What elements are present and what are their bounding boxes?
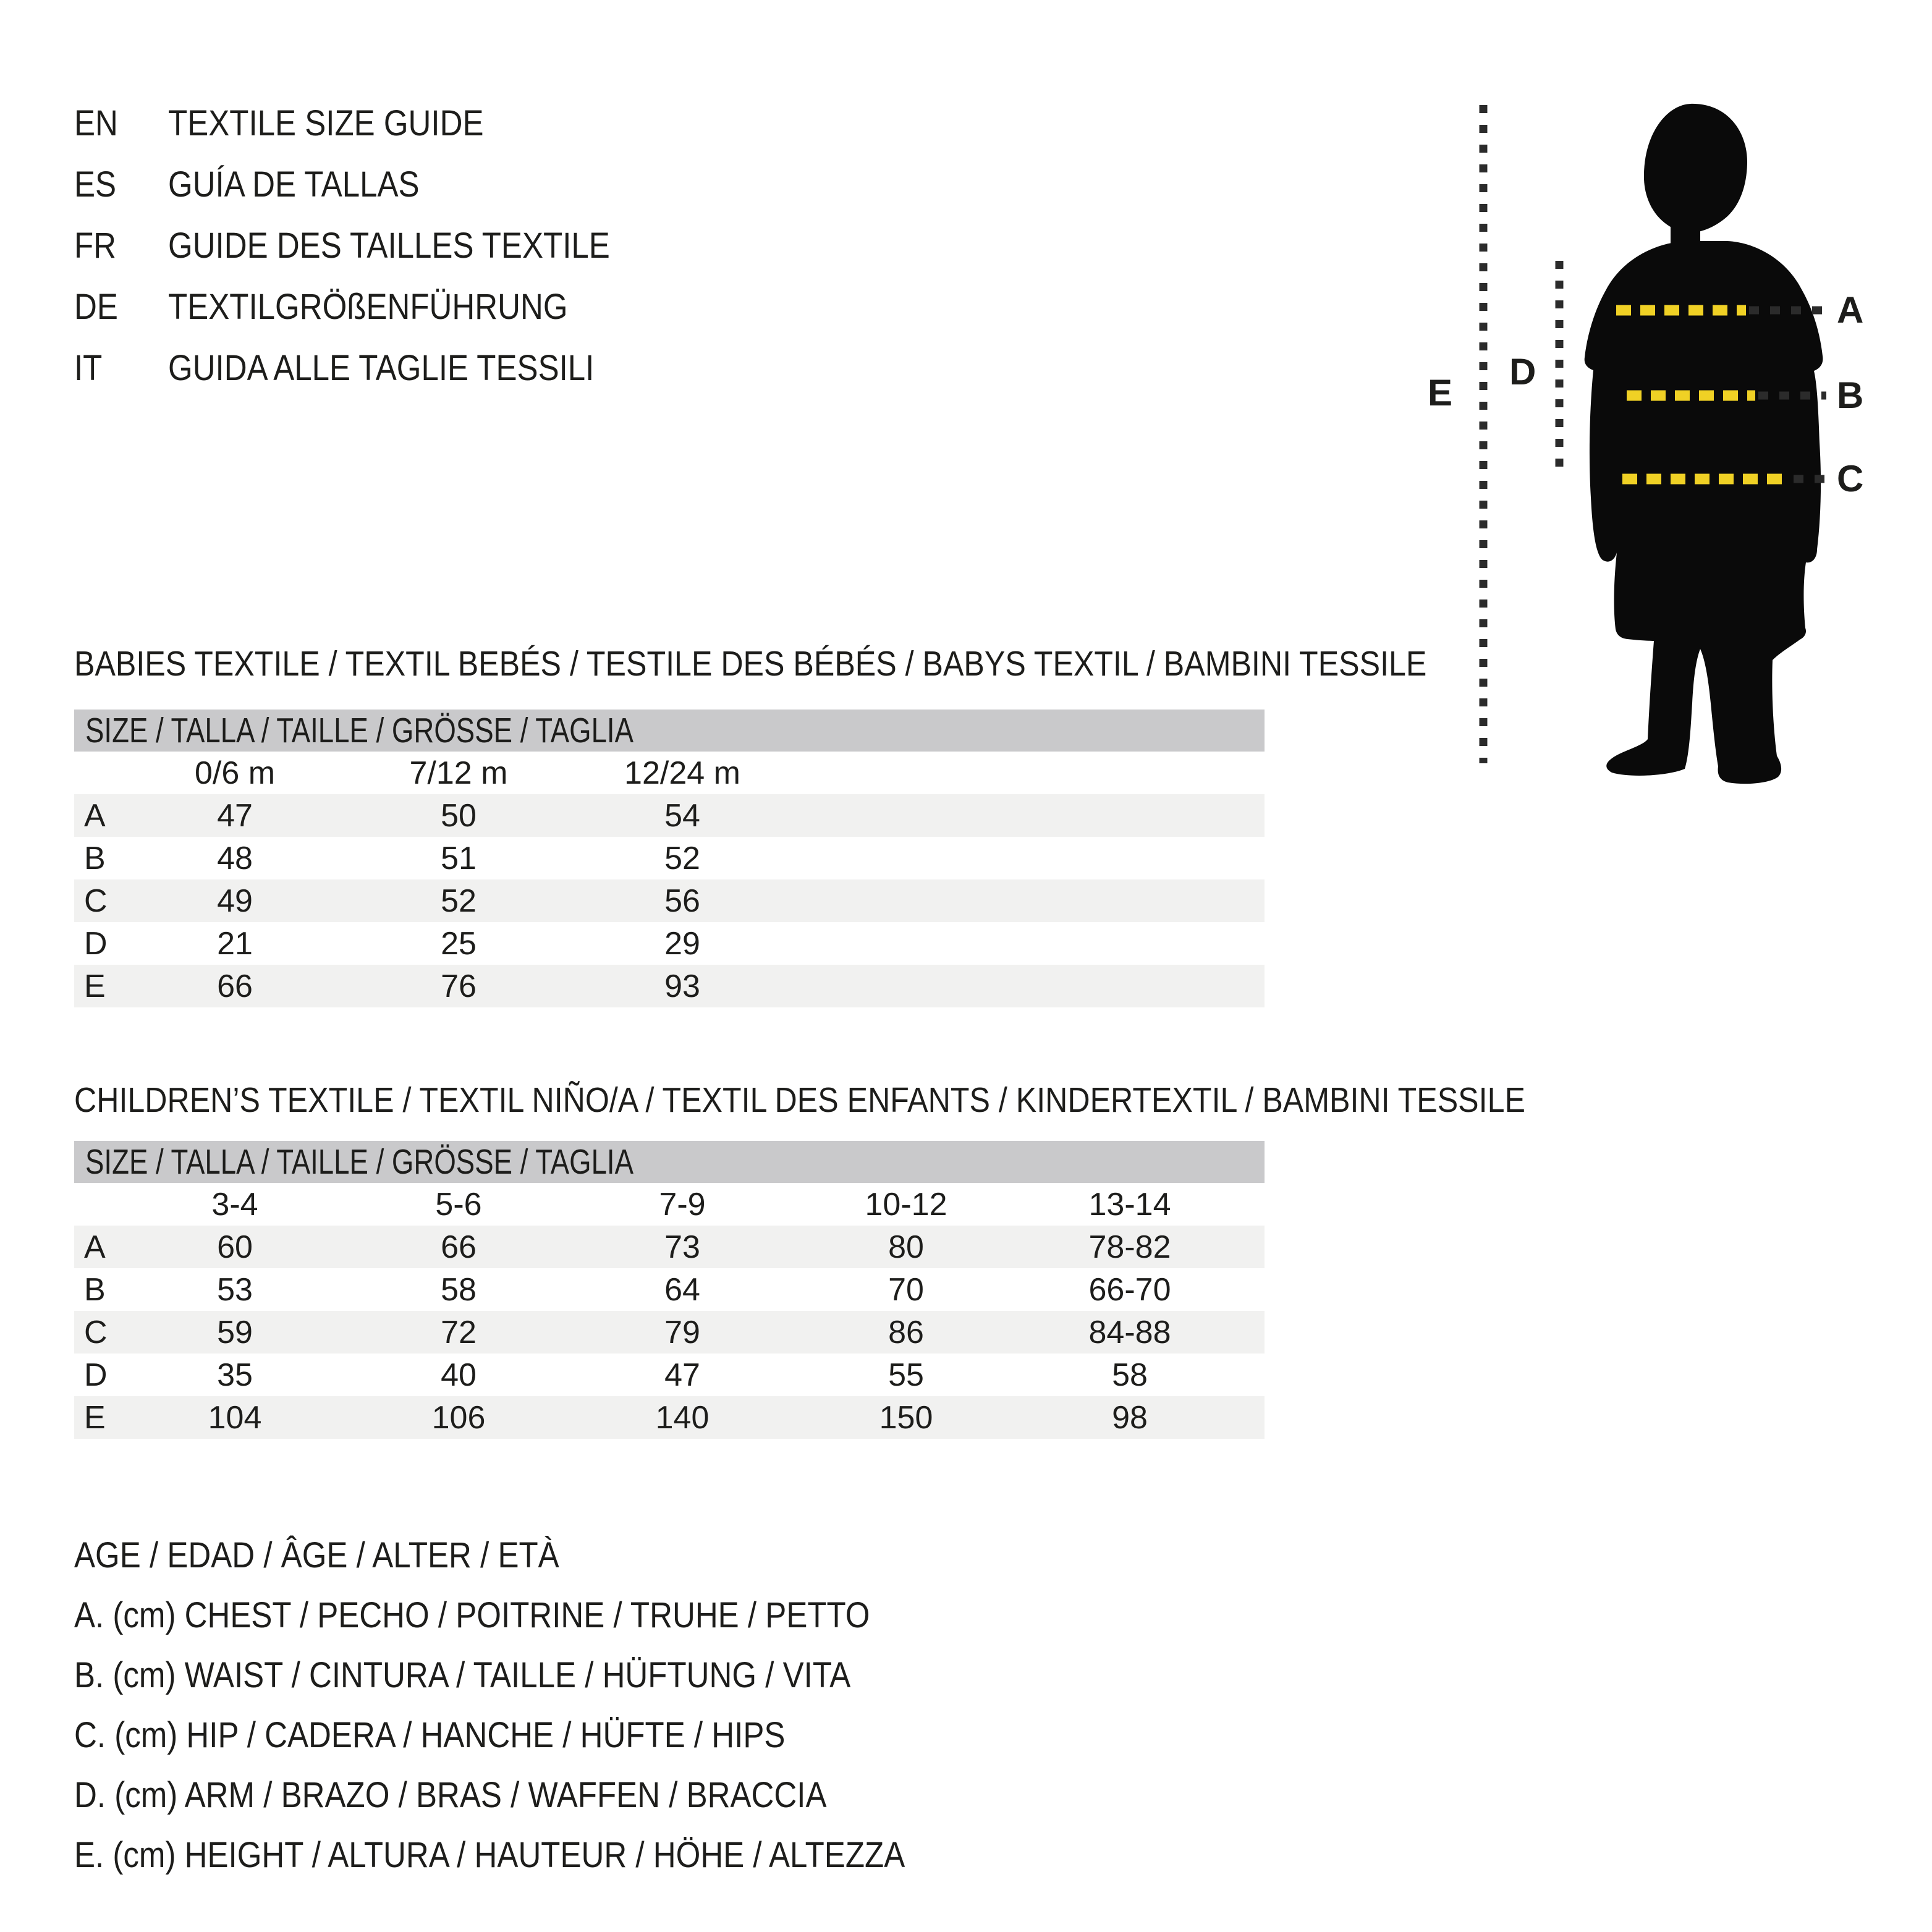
language-row-fr — [74, 215, 670, 276]
row-label: B — [84, 1271, 106, 1308]
language-row-it — [74, 337, 670, 399]
children-size-table — [74, 1141, 1265, 1439]
size-header-label: SIZE / TALLA / TAILLE / GRÖSSE / TAGLIA — [85, 1142, 634, 1182]
children-table-header-bar — [74, 1141, 1265, 1183]
figure-label-a: A — [1837, 289, 1864, 331]
language-title: TEXTILE SIZE GUIDE — [168, 103, 484, 143]
table-row-b: B 48 51 52 — [74, 837, 1265, 879]
legend-chest: A. (cm) CHEST / PECHO / POITRINE / TRUHE / PETTO — [74, 1595, 870, 1635]
language-code: EN — [74, 103, 118, 143]
language-title: GUÍA DE TALLAS — [168, 164, 420, 205]
table-row-d: D 21 25 29 — [74, 922, 1265, 965]
row-label: C — [84, 1314, 108, 1350]
row-label: E — [84, 968, 106, 1004]
row-label: E — [84, 1399, 106, 1436]
babies-section-title: BABIES TEXTILE / TEXTIL BEBÉS / TESTILE DES BÉBÉS / BABYS TEXTIL / BAMBINI TESSILE — [74, 644, 1427, 684]
babies-table-header-bar — [74, 710, 1265, 752]
table-row-d: D 35 40 47 55 58 — [74, 1354, 1265, 1396]
children-col-7-9: 7-9 — [659, 1186, 706, 1222]
language-code: IT — [74, 348, 103, 388]
babies-col-12-24m: 12/24 m — [624, 755, 740, 791]
row-label: A — [84, 797, 106, 834]
row-label: C — [84, 883, 108, 919]
figure-label-b: B — [1837, 375, 1864, 416]
language-code: ES — [74, 164, 117, 205]
language-code: DE — [74, 287, 118, 327]
row-label: D — [84, 1357, 108, 1393]
row-label: B — [84, 840, 106, 876]
table-row-e: E 104 106 140 150 98 — [74, 1396, 1265, 1439]
children-section-title: CHILDREN’S TEXTILE / TEXTIL NIÑO/A / TEXTIL DES ENFANTS / KINDERTEXTIL / BAMBINI TESSILE — [74, 1080, 1525, 1120]
language-code: FR — [74, 226, 117, 266]
row-label: A — [84, 1229, 106, 1265]
children-col-5-6: 5-6 — [435, 1186, 482, 1222]
babies-col-7-12m: 7/12 m — [409, 755, 508, 791]
table-row-a: A 60 66 73 80 78-82 — [74, 1226, 1265, 1268]
legend-age: AGE / EDAD / ÂGE / ALTER / ETÀ — [74, 1535, 559, 1575]
legend-waist: B. (cm) WAIST / CINTURA / TAILLE / HÜFTUNG / VITA — [74, 1655, 851, 1695]
language-title-list — [74, 93, 670, 399]
language-title: GUIDE DES TAILLES TEXTILE — [168, 226, 610, 266]
children-col-13-14: 13-14 — [1088, 1186, 1171, 1222]
children-column-header-row — [74, 1183, 1265, 1226]
language-row-en — [74, 93, 670, 154]
figure-label-e: E — [1428, 372, 1453, 413]
child-silhouette-diagram — [1409, 87, 1916, 803]
language-row-es — [74, 154, 670, 215]
legend-arm: D. (cm) ARM / BRAZO / BRAS / WAFFEN / BRACCIA — [74, 1775, 827, 1815]
table-row-c: C 59 72 79 86 84-88 — [74, 1311, 1265, 1354]
legend-height: E. (cm) HEIGHT / ALTURA / HAUTEUR / HÖHE / ALTEZZA — [74, 1835, 905, 1875]
table-row-e: E 66 76 93 — [74, 965, 1265, 1007]
measurement-legend — [74, 1525, 1019, 1885]
table-row-a: A 47 50 54 — [74, 794, 1265, 837]
child-silhouette-icon — [1585, 104, 1823, 784]
language-title: GUIDA ALLE TAGLIE TESSILI — [168, 348, 595, 388]
language-title: TEXTILGRÖßENFÜHRUNG — [168, 287, 568, 327]
babies-column-header-row — [74, 752, 1265, 794]
babies-size-table — [74, 710, 1265, 1007]
table-row-b: B 53 58 64 70 66-70 — [74, 1268, 1265, 1311]
measurement-figure — [1409, 87, 1916, 803]
figure-label-d: D — [1509, 351, 1536, 392]
babies-col-0-6m: 0/6 m — [194, 755, 276, 791]
figure-label-c: C — [1837, 458, 1864, 499]
legend-hip: C. (cm) HIP / CADERA / HANCHE / HÜFTE / HIPS — [74, 1715, 786, 1755]
size-header-label: SIZE / TALLA / TAILLE / GRÖSSE / TAGLIA — [85, 711, 634, 750]
children-col-10-12: 10-12 — [865, 1186, 947, 1222]
table-row-c: C 49 52 56 — [74, 879, 1265, 922]
children-col-3-4: 3-4 — [211, 1186, 258, 1222]
row-label: D — [84, 925, 108, 962]
language-row-de — [74, 276, 670, 337]
